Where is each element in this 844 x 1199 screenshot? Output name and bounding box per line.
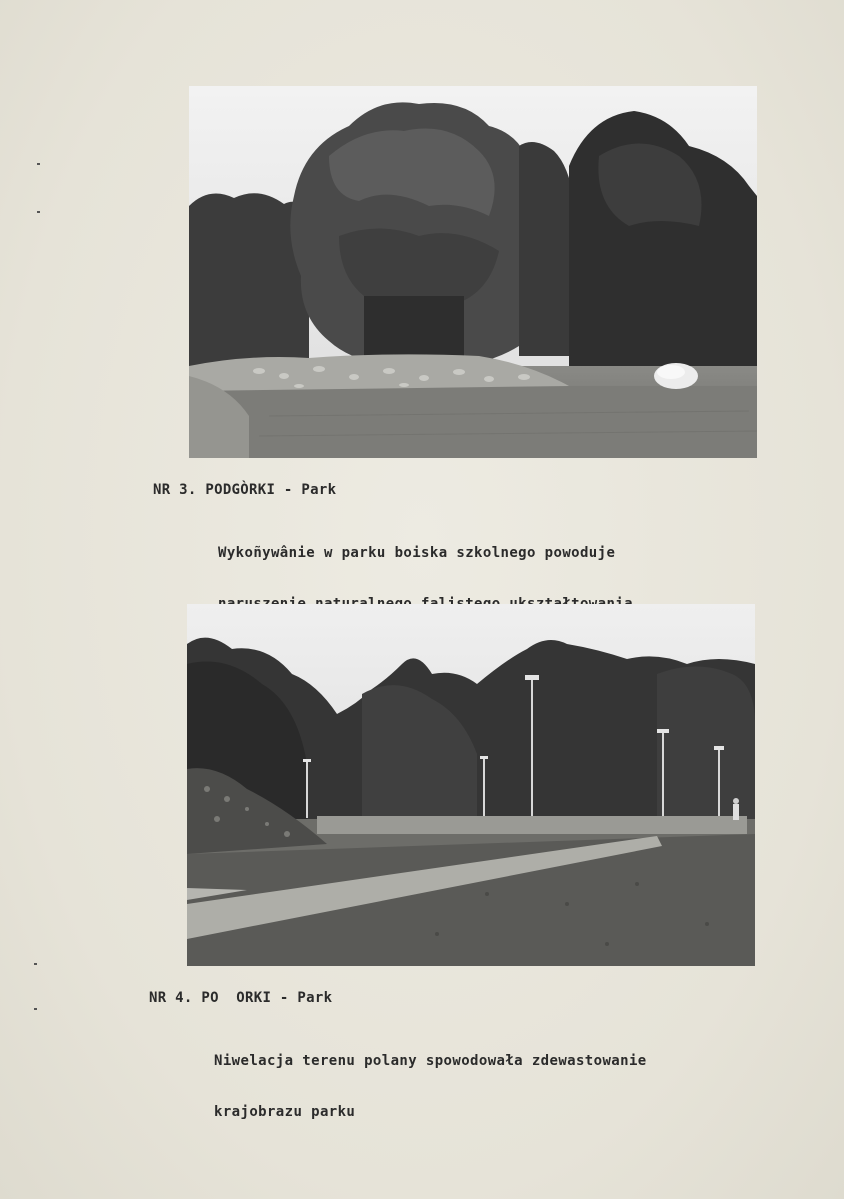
margin-mark (37, 163, 40, 165)
margin-mark (34, 963, 37, 965)
entry-title: NR 4. PO ORKI - Park (149, 990, 333, 1006)
entry-title: NR 3. PODGÒRKI - Park (153, 482, 337, 498)
description-line: Wykoñywânie w parku boiska szkolnego powoduje (218, 545, 616, 561)
photo-leveled-clearing (187, 604, 755, 966)
margin-mark (37, 211, 40, 213)
photo-park-trees-mound (189, 86, 757, 458)
description-line: krajobrazu parku (214, 1104, 356, 1120)
description-line: Niwelacja terenu polany spowodowała zdewastowanie (214, 1053, 647, 1069)
entry-description (214, 1019, 647, 1155)
margin-mark (34, 1008, 37, 1010)
